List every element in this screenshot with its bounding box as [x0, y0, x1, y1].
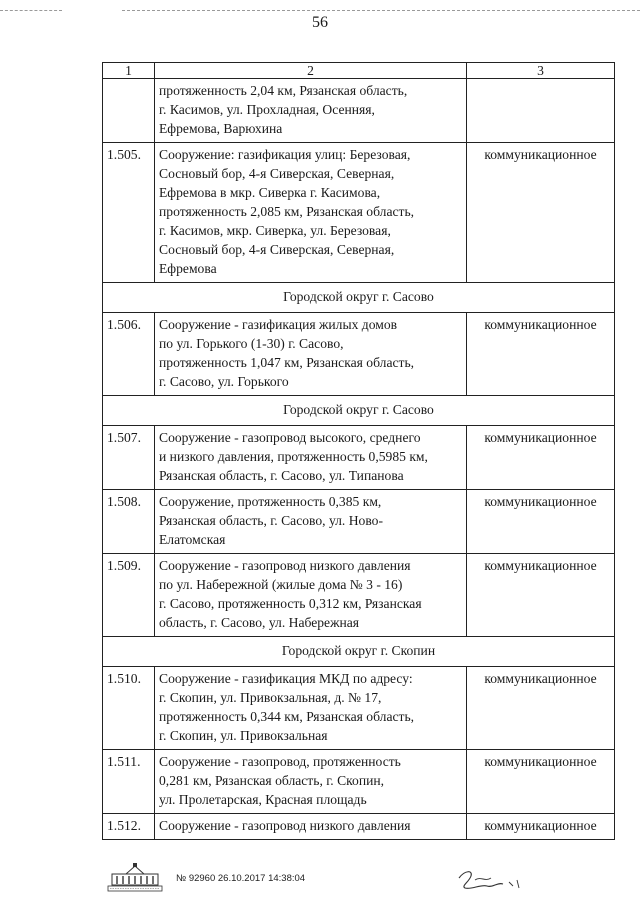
- description-line: Ефремова: [159, 261, 217, 276]
- description-line: г. Скопин, ул. Привокзальная, д. № 17,: [159, 690, 382, 705]
- item-number: 1.508.: [103, 490, 155, 554]
- description-line: г. Касимов, ул. Прохладная, Осенняя,: [159, 102, 375, 117]
- header-cell-number: 1: [103, 63, 155, 79]
- section-title: Городской округ г. Скопин: [103, 637, 615, 667]
- description-line: г. Скопин, ул. Привокзальная: [159, 728, 328, 743]
- description-line: по ул. Горького (1-30) г. Сасово,: [159, 336, 344, 351]
- item-type: коммуникационное: [467, 490, 615, 554]
- item-description: [155, 313, 467, 396]
- building-emblem-icon: [106, 862, 164, 892]
- section-title: Городской округ г. Сасово: [103, 283, 615, 313]
- item-number: 1.507.: [103, 426, 155, 490]
- item-type: коммуникационное: [467, 814, 615, 840]
- item-number: 1.505.: [103, 143, 155, 283]
- item-description: [155, 667, 467, 750]
- item-type: коммуникационное: [467, 143, 615, 283]
- registry-body: [103, 79, 615, 840]
- description-line: по ул. Набережной (жилые дома № 3 - 16): [159, 577, 403, 592]
- description-line: Рязанская область, г. Сасово, ул. Типанова: [159, 468, 404, 483]
- description-line: Сооружение - газопровод высокого, среднего: [159, 430, 421, 445]
- item-type: [467, 79, 615, 143]
- registry-table: [102, 62, 615, 840]
- item-description: [155, 750, 467, 814]
- description-line: Сооружение - газификация МКД по адресу:: [159, 671, 413, 686]
- section-title: Городской округ г. Сасово: [103, 396, 615, 426]
- table-row: [103, 667, 615, 750]
- header-cell-description: 2: [155, 63, 467, 79]
- item-type: коммуникационное: [467, 426, 615, 490]
- description-line: Сосновый бор, 4-я Сиверская, Северная,: [159, 166, 395, 181]
- description-line: Сосновый бор, 4-я Сиверская, Северная,: [159, 242, 395, 257]
- item-type: коммуникационное: [467, 667, 615, 750]
- description-line: г. Сасово, протяженность 0,312 км, Рязанская: [159, 596, 422, 611]
- table-row: [103, 490, 615, 554]
- table-row: [103, 426, 615, 490]
- description-line: г. Сасово, ул. Горького: [159, 374, 289, 389]
- item-number: 1.506.: [103, 313, 155, 396]
- item-description: [155, 490, 467, 554]
- description-line: протяженность 2,085 км, Рязанская область,: [159, 204, 415, 219]
- description-line: Ефремова, Варюхина: [159, 121, 283, 136]
- description-line: и низкого давления, протяженность 0,5985 км,: [159, 449, 428, 464]
- description-line: Ефремова в мкр. Сиверка г. Касимова,: [159, 185, 381, 200]
- page-number: 56: [312, 14, 328, 31]
- description-line: Сооружение - газопровод, протяженность: [159, 754, 401, 769]
- description-line: протяженность 0,344 км, Рязанская область,: [159, 709, 415, 724]
- item-description: [155, 79, 467, 143]
- item-number: 1.512.: [103, 814, 155, 840]
- item-type: коммуникационное: [467, 554, 615, 637]
- item-description: [155, 143, 467, 283]
- table-row: [103, 79, 615, 143]
- description-line: Сооружение - газопровод низкого давления: [159, 818, 411, 833]
- description-line: Сооружение - газопровод низкого давления: [159, 558, 411, 573]
- top-rule-left: [0, 10, 62, 11]
- table-row: [103, 313, 615, 396]
- footer: [106, 862, 626, 898]
- item-number: 1.509.: [103, 554, 155, 637]
- item-number: 1.510.: [103, 667, 155, 750]
- section-row: [103, 283, 615, 313]
- description-line: г. Касимов, мкр. Сиверка, ул. Березовая,: [159, 223, 391, 238]
- registration-stamp: № 92960 26.10.2017 14:38:04: [176, 873, 306, 884]
- description-line: протяженность 1,047 км, Рязанская область,: [159, 355, 415, 370]
- description-line: протяженность 2,04 км, Рязанская область,: [159, 83, 408, 98]
- table-row: [103, 143, 615, 283]
- header-cell-type: 3: [467, 63, 615, 79]
- handwritten-signature-icon: [451, 862, 526, 894]
- description-line: Сооружение, протяженность 0,385 км,: [159, 494, 382, 509]
- description-line: Елатомская: [159, 532, 226, 547]
- description-line: Сооружение - газификация жилых домов: [159, 317, 398, 332]
- item-type: коммуникационное: [467, 750, 615, 814]
- top-rule-right: [122, 10, 640, 11]
- item-description: [155, 554, 467, 637]
- table-row: [103, 750, 615, 814]
- table-row: [103, 554, 615, 637]
- description-line: Сооружение: газификация улиц: Березовая,: [159, 147, 411, 162]
- item-description: [155, 426, 467, 490]
- item-type: коммуникационное: [467, 313, 615, 396]
- section-row: [103, 637, 615, 667]
- description-line: ул. Пролетарская, Красная площадь: [159, 792, 367, 807]
- item-number: [103, 79, 155, 143]
- description-line: область, г. Сасово, ул. Набережная: [159, 615, 360, 630]
- description-line: Рязанская область, г. Сасово, ул. Ново-: [159, 513, 383, 528]
- item-description: [155, 814, 467, 840]
- table-header-row: [103, 63, 615, 79]
- description-line: 0,281 км, Рязанская область, г. Скопин,: [159, 773, 385, 788]
- section-row: [103, 396, 615, 426]
- item-number: 1.511.: [103, 750, 155, 814]
- table-row: [103, 814, 615, 840]
